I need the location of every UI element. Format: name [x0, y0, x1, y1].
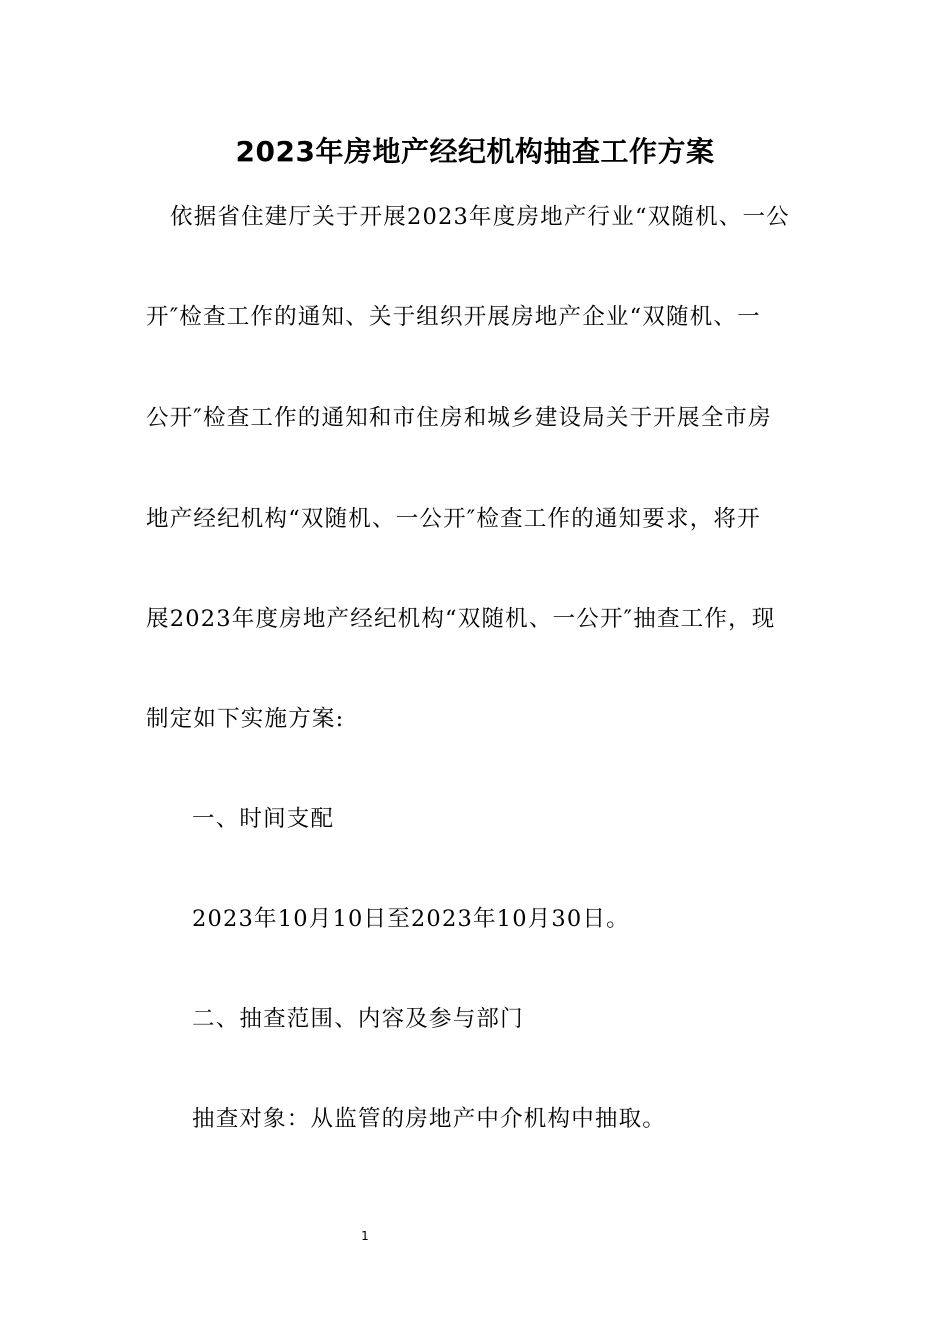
document-title: 2023年房地产经纪机构抽查工作方案 [235, 135, 715, 168]
intro-line-2: 开″检查工作的通知、关于组织开展房地产企业“双随机、一 [146, 304, 761, 330]
intro-line-3: 公开″检查工作的通知和市住房和城乡建设局关于开展全市房 [146, 405, 772, 431]
intro-line-1: 依据省住建厅关于开展2023年度房地产行业“双随机、一公 [170, 204, 790, 230]
section-1-heading: 一、时间支配 [192, 806, 335, 832]
section-1-text: 2023年10月10日至2023年10月30日。 [192, 906, 630, 932]
section-2-heading: 二、抽查范围、内容及参与部门 [192, 1006, 524, 1032]
intro-line-5: 展2023年度房地产经纪机构“双随机、一公开″抽查工作，现 [146, 606, 776, 632]
page-number: 1 [361, 1229, 369, 1243]
intro-line-4: 地产经纪机构“双随机、一公开″检查工作的通知要求，将开 [146, 506, 761, 532]
intro-line-6: 制定如下实施方案: [146, 706, 345, 732]
section-2-text: 抽查对象：从监管的房地产中介机构中抽取。 [192, 1106, 667, 1132]
